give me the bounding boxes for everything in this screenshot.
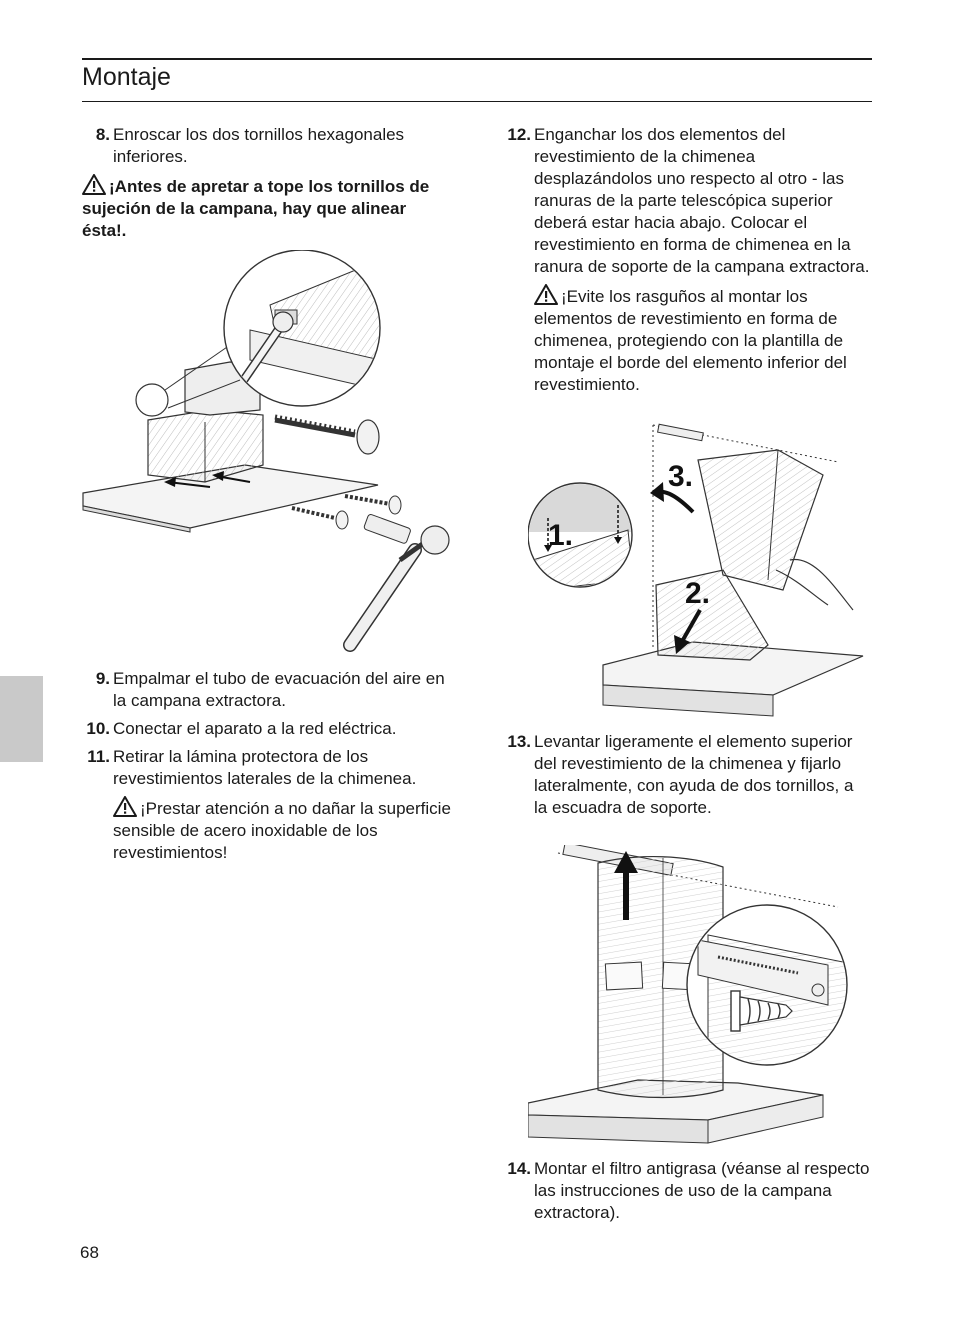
right-column-top [503,124,871,396]
step-number: 10. [86,719,110,738]
left-column-top [82,124,452,242]
warning-triangle-icon [82,174,106,195]
step-number: 13. [507,732,531,751]
step-text: Conectar el aparato a la red eléctrica. [113,719,397,738]
step-12-warning [534,284,871,396]
step-14 [503,1158,871,1224]
section-tab [0,676,43,762]
step-text: Empalmar el tubo de evacuación del aire en la campana extractora. [113,669,445,710]
step-9 [82,668,452,712]
warning-text: ¡Evite los rasguños al montar los elementos de revestimiento en forma de chimenea, protegiendo con la plantilla de montaje el borde del elemento inferior del revestimiento. [534,287,847,394]
header-rule-bottom [82,101,872,102]
figure-hood-screws [80,250,460,655]
figure-chimney-assembly [528,420,868,720]
step-12 [503,124,871,278]
step-number: 12. [507,125,531,144]
step-number: 8. [95,125,110,144]
figure-chimney-screw [528,845,868,1145]
header-rule-top [82,58,872,60]
step-text: Enganchar los dos elementos del revestimiento de la chimenea desplazándolos uno respecto al otro - las ranuras de la parte telescópica superior deberá estar hacia abajo. Colocar el revestimiento en forma de chimenea en la ranura de soporte de la campana extractora. [534,125,870,276]
step-text: Retirar la lámina protectora de los revestimientos laterales de la chimenea. [113,747,417,788]
step-text: Montar el filtro antigrasa (véanse al respecto las instrucciones de uso de la campana extractora). [534,1159,870,1222]
step-number: 14. [507,1159,531,1178]
step-label-1: 1. [548,519,574,552]
left-column-bottom [82,668,452,864]
step-number: 9. [95,669,110,688]
page-number: 68 [80,1243,99,1262]
warning-text: ¡Antes de apretar a tope los tornillos de sujeción de la campana, hay que alinear ésta!. [82,177,430,240]
warning-text: ¡Prestar atención a no dañar la superficie sensible de acero inoxidable de los revestimientos! [113,799,451,862]
step-11 [82,746,452,790]
step-8 [82,124,452,168]
step-number: 11. [87,747,110,766]
step-label-3: 3. [668,460,694,493]
step-text: Enroscar los dos tornillos hexagonales inferiores. [113,125,405,166]
step-13 [503,731,871,819]
step-10 [82,718,452,740]
warning-triangle-icon [534,284,558,305]
step-label-2: 2. [685,577,711,610]
right-column-bottom [503,1158,871,1224]
page-title: Montaje [82,63,171,91]
right-column-middle [503,731,871,819]
step-8-warning [82,174,452,242]
warning-triangle-icon [113,796,137,817]
step-text: Levantar ligeramente el elemento superior del revestimiento de la chimenea y fijarlo lateralmente, con ayuda de dos tornillos, a la escuadra de soporte. [534,732,854,817]
step-11-warning [113,796,452,864]
